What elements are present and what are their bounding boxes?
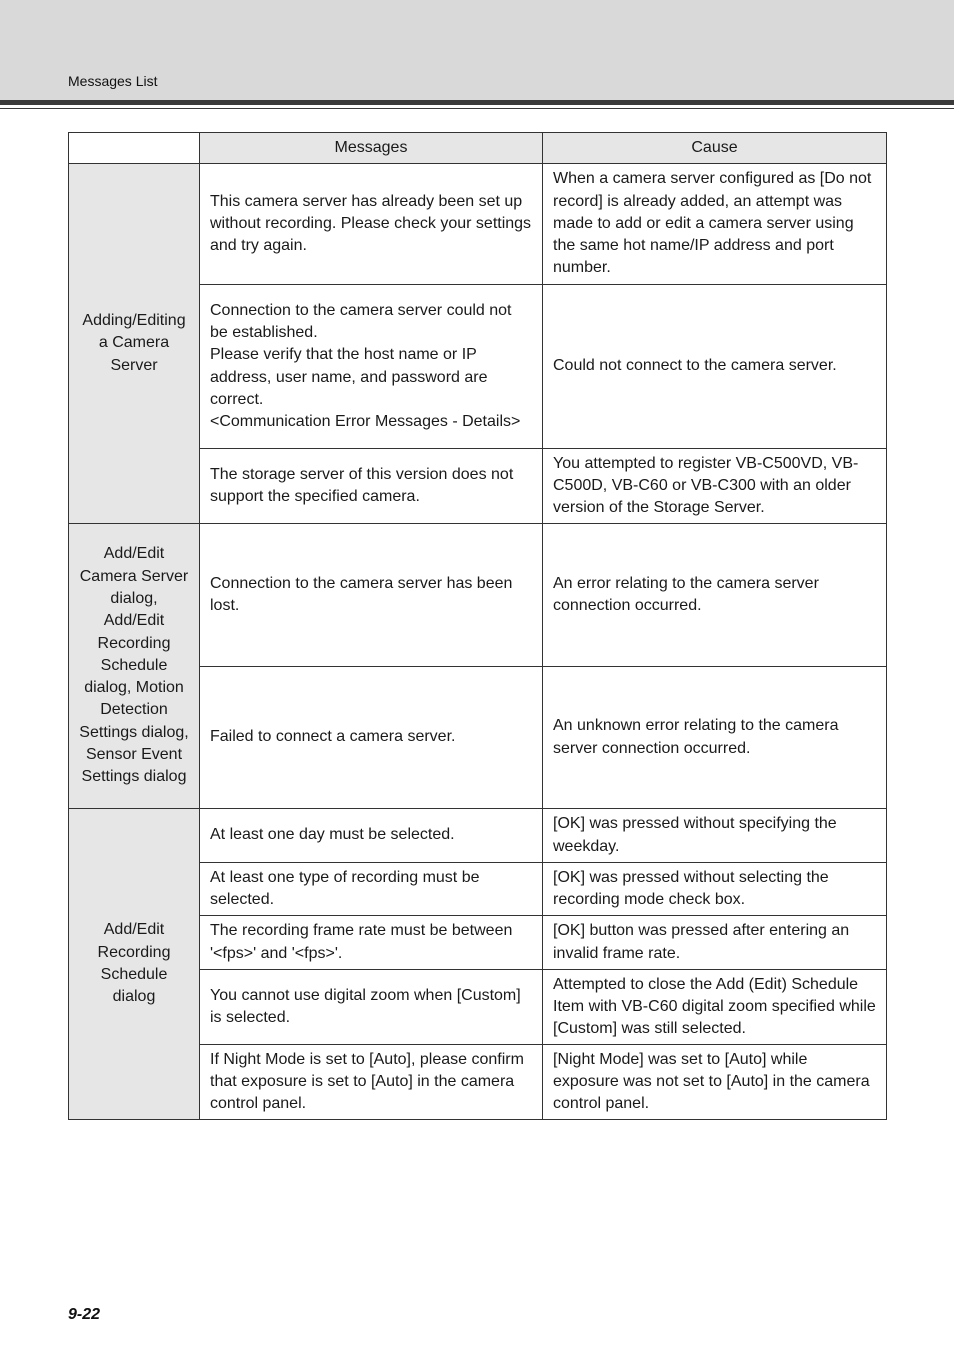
cause-cell: Could not connect to the camera server. [543,285,887,449]
cause-cell: An error relating to the camera server connection occurred. [543,524,887,667]
cause-cell: You attempted to register VB-C500VD, VB-C500D, VB-C60 or VB-C300 with an older version of the Storage Server. [543,449,887,524]
category-cell: Add/Edit Recording Schedule dialog [69,809,200,1120]
column-header-category [69,133,200,164]
table-row [69,524,887,667]
table-row [69,809,887,863]
message-cell: If Night Mode is set to [Auto], please confirm that exposure is set to [Auto] in the camera control panel. [200,1045,543,1120]
messages-table [68,132,887,1120]
page-number: 9-22 [68,1306,101,1323]
header-rule-thin [0,108,954,109]
page-header [0,0,954,100]
column-header-cause: Cause [543,133,887,164]
message-cell: Failed to connect a camera server. [200,667,543,809]
category-cell: Adding/Editing a Camera Server [69,164,200,524]
message-cell: This camera server has already been set up without recording. Please check your settings and try again. [200,164,543,285]
cause-cell: When a camera server configured as [Do not record] is already added, an attempt was made to add or edit a camera server using the same hot name/IP address and port number. [543,164,887,285]
message-cell: Connection to the camera server could not be established. Please verify that the host name or IP address, user name, and password are correct. <Communication Error Messages - Details> [200,285,543,449]
cause-cell: An unknown error relating to the camera server connection occurred. [543,667,887,809]
message-cell: Connection to the camera server has been lost. [200,524,543,667]
cause-cell: Attempted to close the Add (Edit) Schedule Item with VB-C60 digital zoom specified while [Custom] was still selected. [543,970,887,1045]
cause-cell: [OK] was pressed without selecting the recording mode check box. [543,863,887,916]
column-header-messages: Messages [200,133,543,164]
section-title: Messages List [68,73,158,89]
message-cell: You cannot use digital zoom when [Custom] is selected. [200,970,543,1045]
message-cell: The recording frame rate must be between '<fps>' and '<fps>'. [200,916,543,970]
table-row [69,164,887,285]
message-cell: At least one type of recording must be selected. [200,863,543,916]
category-cell: Add/Edit Camera Server dialog, Add/Edit Recording Schedule dialog, Motion Detection Settings dialog, Sensor Event Settings dialog [69,524,200,809]
message-cell: At least one day must be selected. [200,809,543,863]
message-cell: The storage server of this version does not support the specified camera. [200,449,543,524]
cause-cell: [Night Mode] was set to [Auto] while exposure was not set to [Auto] in the camera control panel. [543,1045,887,1120]
cause-cell: [OK] button was pressed after entering an invalid frame rate. [543,916,887,970]
cause-cell: [OK] was pressed without specifying the weekday. [543,809,887,863]
header-rule-thick [0,100,954,105]
table-header-row [69,133,887,164]
